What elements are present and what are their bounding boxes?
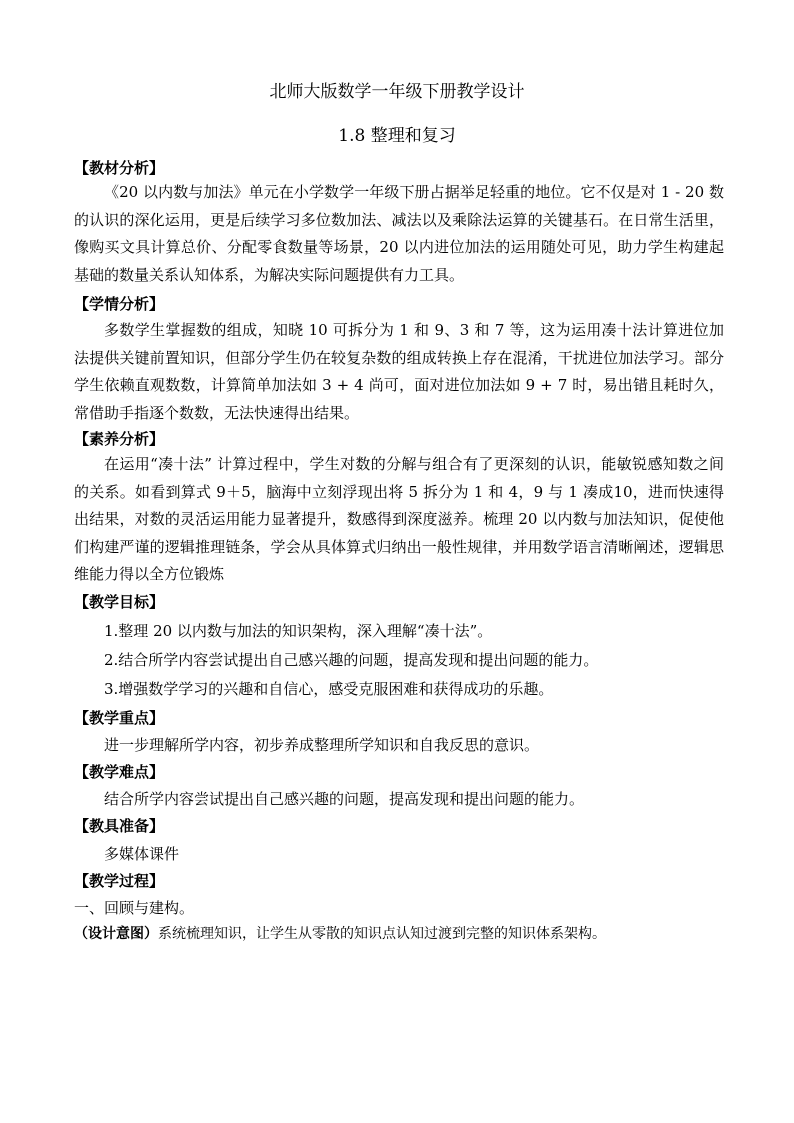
textbook-analysis-heading: 【教材分析】 (74, 159, 165, 177)
teaching-goal-item: 2.结合所学内容尝试提出自己感兴趣的问题，提高发现和提出问题的能力。 (104, 651, 599, 669)
document-title: 北师大版数学一年级下册教学设计 (269, 82, 525, 102)
key-points-body: 进一步理解所学内容，初步养成整理所学知识和自我反思的意识。 (104, 736, 540, 754)
teaching-process-heading: 【教学过程】 (74, 872, 165, 890)
design-intent-label: （设计意图） (74, 926, 158, 942)
teaching-goal-item: 3.增强数学学习的兴趣和自信心，感受克服困难和获得成功的乐趣。 (104, 680, 554, 698)
design-intent-text: 系统梳理知识，让学生从零散的知识点认知过渡到完整的知识体系架构。 (158, 926, 606, 942)
literacy-analysis-body: 在运用“凑十法” 计算过程中，学生对数的分解与组合有了更深刻的认识，能敏锐感知数之间的关系。如看到算式 9＋5，脑海中立刻浮现出将 5 拆分为 1 和 4，9 与 1 凑成10，进而快速得出结果，对数的灵活运用能力显著提升，数感得到深度滋养。梳理 20 以内数与加法知识，促使他们构建严谨的逻辑推理链条，学会从具体算式归纳出一般性规律，并用数学语言清晰阐述，逻辑思维能力得以全方位锻炼 (74, 455, 724, 583)
design-intent-note (74, 923, 606, 945)
difficulties-heading: 【教学难点】 (74, 763, 165, 781)
student-analysis-body: 多数学生掌握数的组成，知晓 10 可拆分为 1 和 9、3 和 7 等，这为运用凑十法计算进位加法提供关键前置知识，但部分学生仍在较复杂数的组成转换上存在混淆，干扰进位加法学习。部分学生依赖直观数数，计算简单加法如 3 + 4 尚可，面对进位加法如 9 + 7 时，易出错且耗时久，常借助手指逐个数数，无法快速得出结果。 (74, 321, 724, 422)
process-step-1: 一、回顾与建构。 (74, 899, 195, 917)
difficulties-body: 结合所学内容尝试提出自己感兴趣的问题，提高发现和提出问题的能力。 (104, 790, 585, 808)
textbook-analysis-body: 《20 以内数与加法》单元在小学数学一年级下册占据举足轻重的地位。它不仅是对 1 - 20 数的认识的深化运用，更是后续学习多位数加法、减法以及乘除法运算的关键基石。在日常生活里，像购买文具计算总价、分配零食数量等场景，20 以内进位加法的运用随处可见，助力学生构建起基础的数量关系认知体系，为解决实际问题提供有力工具。 (74, 183, 724, 284)
materials-body: 多媒体课件 (104, 845, 180, 863)
key-points-heading: 【教学重点】 (74, 709, 165, 727)
lesson-title: 1.8 整理和复习 (338, 126, 456, 146)
literacy-analysis-heading: 【素养分析】 (74, 430, 165, 448)
teaching-goal-item: 1.整理 20 以内数与加法的知识架构，深入理解“凑十法”。 (104, 622, 493, 640)
teaching-goals-heading: 【教学目标】 (74, 593, 165, 611)
student-analysis-heading: 【学情分析】 (74, 295, 165, 313)
materials-heading: 【教具准备】 (74, 817, 165, 835)
